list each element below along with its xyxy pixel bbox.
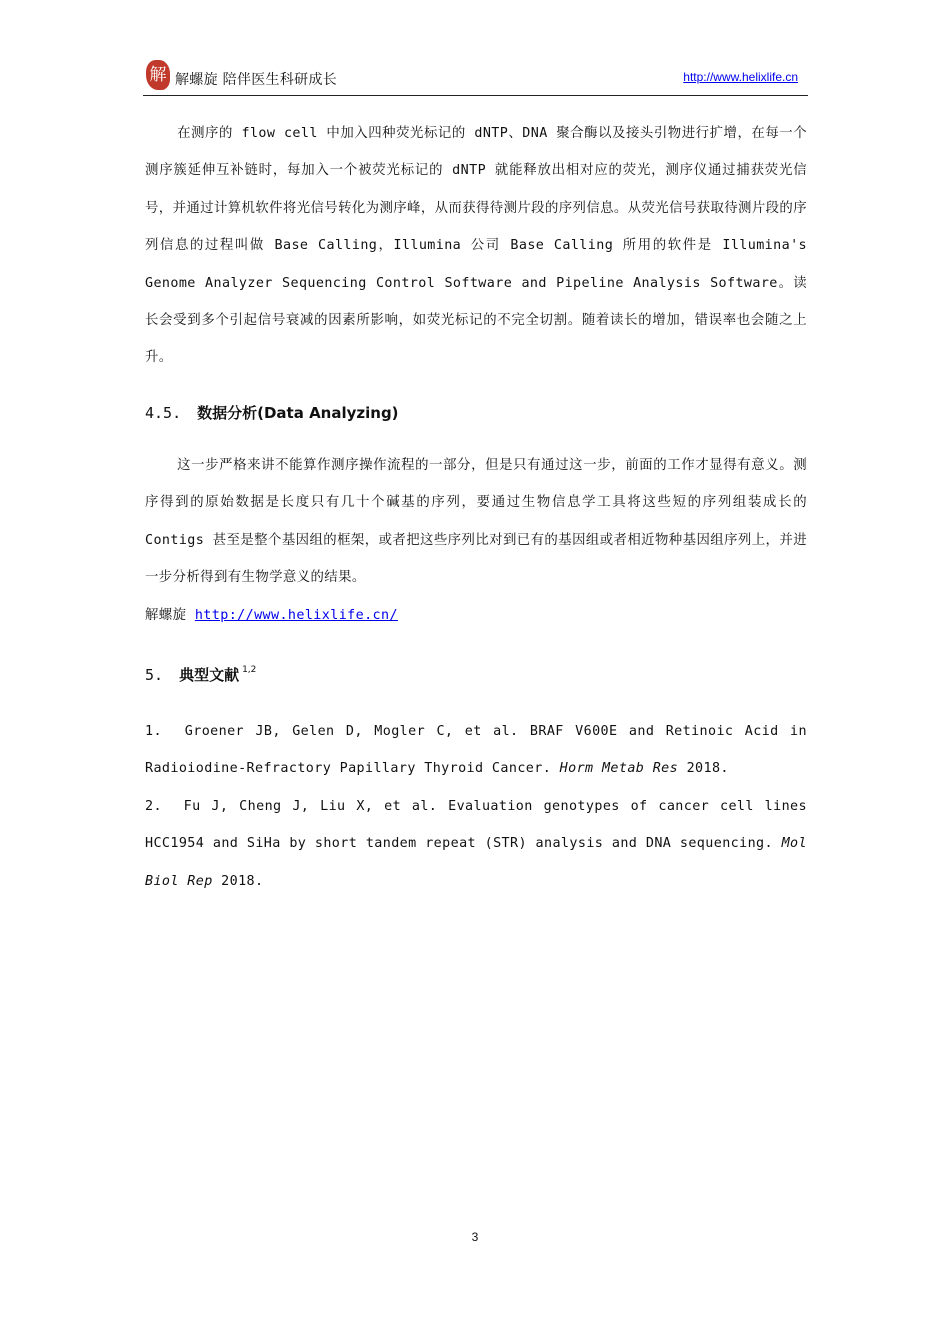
reference-journal: Mol Biol Rep [145, 836, 807, 889]
sequencing-paragraph: 在测序的 flow cell 中加入四种荧光标记的 dNTP、DNA 聚合酶以及接头引物进行扩增，在每一个测序簇延伸互补链时，每加入一个被荧光标记的 dNTP 就能释放出相对应的荧光，测序仪通过捕获荧光信号，并通过计算机软件将光信号转化为测序峰，从而获得待测片段的序列信息。从荧光信号获取待测片段的序列信息的过程叫做 Base Calling，Illumina 公司 Base Calling 所用的软件是 Illumina's Genome Analyzer Sequencing Control Software and Pipeline Analysis Software。读长会受到多个引起信号衰减的因素所影响，如荧光标记的不完全切割。随着读长的增加，错误率也会随之上升。 [145, 126, 807, 366]
page-number: 3 [471, 1230, 479, 1244]
section-number: 5. [145, 666, 164, 684]
section-title: 典型文献 [179, 666, 240, 684]
data-analysis-paragraph: 这一步严格来讲不能算作测序操作流程的一部分，但是只有通过这一步，前面的工作才显得有意义。测序得到的原始数据是长度只有几十个碱基的序列，要通过生物信息学工具将这些短的序列组装成长的 Contigs 甚至是整个基因组的框架，或者把这些序列比对到已有的基因组或者相近物种基因组序列上，并进一步分析得到有生物学意义的结果。 [145, 458, 807, 586]
reference-text: Fu J, Cheng J, Liu X, et al. Evaluation genotypes of cancer cell lines HCC1954 and SiHa by short tandem repeat (STR) analysis and DNA sequencing. [145, 798, 807, 852]
reference-item [145, 788, 807, 900]
reference-text: Groener JB, Gelen D, Mogler C, et al. BRAF V600E and Retinoic Acid in Radioiodine-Refractory Papillary Thyroid Cancer. [145, 724, 807, 777]
section-number: 4.5. [145, 404, 182, 422]
citation-superscript: 1,2 [242, 665, 257, 675]
source-link[interactable]: http://www.helixlife.cn/ [194, 607, 398, 623]
reference-list [145, 713, 807, 900]
source-line [145, 597, 807, 634]
header-url-link[interactable]: http://www.helixlife.cn [683, 70, 798, 84]
section-heading-5 [145, 664, 256, 685]
data-analysis-section [145, 447, 807, 634]
reference-year: 2018. [686, 761, 729, 777]
reference-index: 1. [145, 724, 162, 739]
reference-index: 2. [145, 798, 162, 814]
reference-year: 2018. [221, 873, 264, 889]
source-label: 解螺旋 [145, 607, 187, 623]
reference-journal: Horm Metab Res [559, 761, 679, 777]
page-header [143, 58, 808, 96]
helixlife-logo: 解 [146, 60, 170, 90]
section-heading-4-5 [145, 402, 399, 423]
reference-item [145, 713, 807, 788]
sequencing-section [145, 115, 807, 377]
header-title: 解螺旋 陪伴医生科研成长 [175, 72, 338, 88]
section-title: 数据分析(Data Analyzing) [197, 404, 399, 422]
